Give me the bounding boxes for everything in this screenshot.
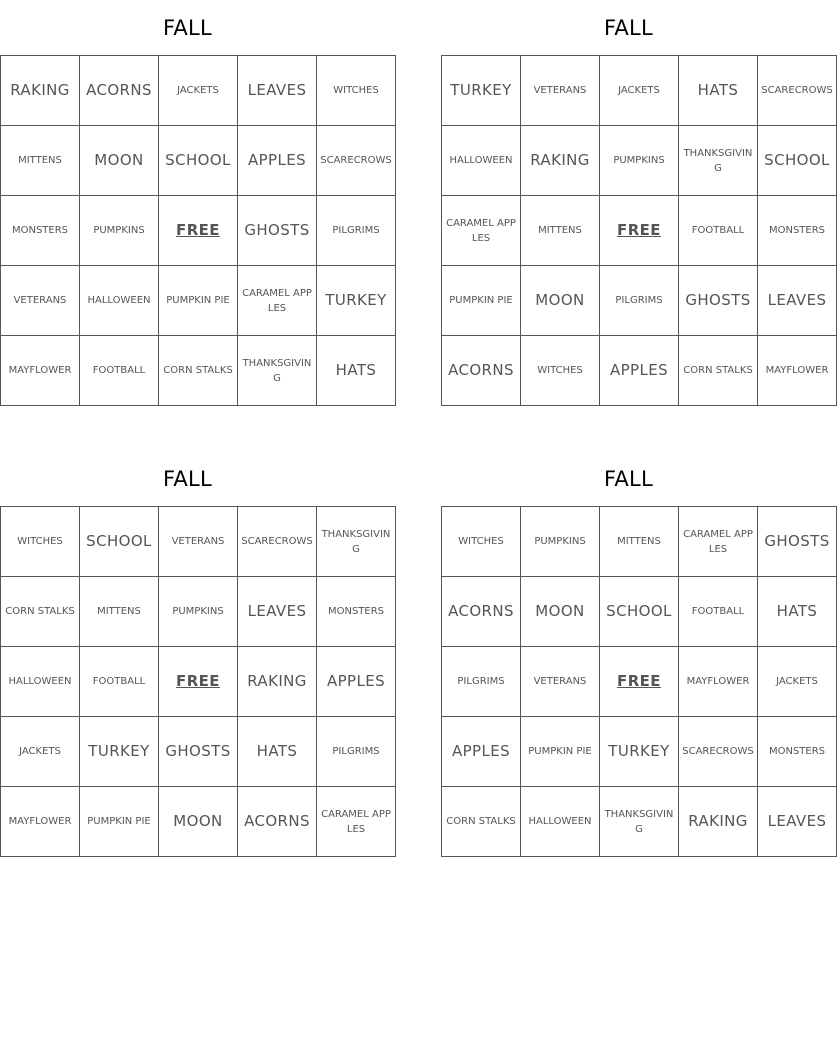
bingo-cell: SCHOOL (600, 577, 679, 647)
free-space-cell: FREE (159, 647, 238, 717)
grid-row (442, 647, 837, 717)
bingo-cell: LEAVES (758, 787, 837, 857)
bingo-cell: SCHOOL (159, 126, 238, 196)
bingo-cell: MITTENS (600, 507, 679, 577)
bingo-cell: JACKETS (1, 717, 80, 787)
grid-row (1, 336, 396, 406)
bingo-cell: MITTENS (521, 196, 600, 266)
bingo-cell: GHOSTS (159, 717, 238, 787)
bingo-cell: HATS (317, 336, 396, 406)
card-title: FALL (603, 467, 654, 491)
bingo-cell: PUMPKIN PIE (159, 266, 238, 336)
bingo-card-1 (0, 0, 392, 406)
grid-row (442, 196, 837, 266)
bingo-cell: TURKEY (317, 266, 396, 336)
bingo-cell: VETERANS (1, 266, 80, 336)
bingo-cell: RAKING (521, 126, 600, 196)
free-space-cell: FREE (600, 647, 679, 717)
bingo-cell: CARAMEL APPLES (442, 196, 521, 266)
bingo-cell: ACORNS (442, 336, 521, 406)
grid-row (1, 717, 396, 787)
bingo-grid (441, 506, 837, 857)
grid-row (442, 507, 837, 577)
bingo-card-3 (0, 451, 391, 857)
bingo-cell: ACORNS (442, 577, 521, 647)
bingo-cell: SCARECROWS (758, 56, 837, 126)
grid-row (1, 196, 396, 266)
bingo-grid (0, 506, 396, 857)
bingo-cell: FOOTBALL (80, 647, 159, 717)
bingo-cell: PUMPKINS (159, 577, 238, 647)
bingo-cell: WITCHES (317, 56, 396, 126)
bingo-card-4 (441, 451, 830, 857)
bingo-cell: LEAVES (758, 266, 837, 336)
bingo-cell: GHOSTS (679, 266, 758, 336)
bingo-cell: MAYFLOWER (758, 336, 837, 406)
bingo-cell: HATS (758, 577, 837, 647)
bingo-cell: WITCHES (521, 336, 600, 406)
bingo-cell: SCARECROWS (317, 126, 396, 196)
grid-row (442, 787, 837, 857)
bingo-cell: PILGRIMS (317, 717, 396, 787)
bingo-cell: SCHOOL (80, 507, 159, 577)
card-title: FALL (162, 467, 213, 491)
bingo-cell: CORN STALKS (159, 336, 238, 406)
bingo-cell: WITCHES (442, 507, 521, 577)
bingo-cell: HATS (238, 717, 317, 787)
bingo-cell: FOOTBALL (679, 577, 758, 647)
grid-row (1, 647, 396, 717)
bingo-cell: PILGRIMS (600, 266, 679, 336)
grid-row (442, 717, 837, 787)
bingo-cell: VETERANS (159, 507, 238, 577)
grid-row (1, 787, 396, 857)
bingo-cell: HALLOWEEN (80, 266, 159, 336)
bingo-cell: MONSTERS (1, 196, 80, 266)
bingo-cell: CORN STALKS (442, 787, 521, 857)
bingo-cell: ACORNS (80, 56, 159, 126)
bingo-cell: MONSTERS (758, 717, 837, 787)
bingo-cell: JACKETS (159, 56, 238, 126)
bingo-cell: MAYFLOWER (679, 647, 758, 717)
bingo-cell: RAKING (238, 647, 317, 717)
bingo-cell: APPLES (238, 126, 317, 196)
bingo-cell: GHOSTS (238, 196, 317, 266)
bingo-cell: TURKEY (80, 717, 159, 787)
bingo-cell: PUMPKIN PIE (521, 717, 600, 787)
free-space-cell: FREE (600, 196, 679, 266)
bingo-cell: MAYFLOWER (1, 336, 80, 406)
bingo-cell: TURKEY (600, 717, 679, 787)
bingo-cell: HATS (679, 56, 758, 126)
grid-row (442, 336, 837, 406)
bingo-cell: MOON (521, 266, 600, 336)
bingo-cell: THANKSGIVING (679, 126, 758, 196)
bingo-cell: ACORNS (238, 787, 317, 857)
bingo-cell: MAYFLOWER (1, 787, 80, 857)
bingo-cell: HALLOWEEN (1, 647, 80, 717)
bingo-cell: FOOTBALL (679, 196, 758, 266)
bingo-cell: PUMPKIN PIE (80, 787, 159, 857)
bingo-cell: HALLOWEEN (442, 126, 521, 196)
grid-row (1, 126, 396, 196)
bingo-cell: MONSTERS (317, 577, 396, 647)
bingo-cell: TURKEY (442, 56, 521, 126)
bingo-cell: CARAMEL APPLES (317, 787, 396, 857)
bingo-cell: SCARECROWS (679, 717, 758, 787)
bingo-grid (0, 55, 396, 406)
bingo-cell: SCARECROWS (238, 507, 317, 577)
bingo-cell: PUMPKIN PIE (442, 266, 521, 336)
bingo-cell: PILGRIMS (442, 647, 521, 717)
bingo-cell: RAKING (679, 787, 758, 857)
bingo-cell: THANKSGIVING (238, 336, 317, 406)
grid-row (442, 126, 837, 196)
bingo-cell: VETERANS (521, 56, 600, 126)
grid-row (1, 266, 396, 336)
bingo-cell: PILGRIMS (317, 196, 396, 266)
card-title: FALL (603, 16, 654, 40)
bingo-cell: MITTENS (80, 577, 159, 647)
bingo-cell: LEAVES (238, 56, 317, 126)
bingo-grid (441, 55, 837, 406)
bingo-cell: JACKETS (758, 647, 837, 717)
bingo-cell: PUMPKINS (600, 126, 679, 196)
bingo-cell: SCHOOL (758, 126, 837, 196)
bingo-cell: MOON (159, 787, 238, 857)
bingo-cell: MONSTERS (758, 196, 837, 266)
bingo-cell: RAKING (1, 56, 80, 126)
bingo-cell: FOOTBALL (80, 336, 159, 406)
bingo-cell: CARAMEL APPLES (679, 507, 758, 577)
bingo-cell: WITCHES (1, 507, 80, 577)
grid-row (442, 56, 837, 126)
bingo-cell: LEAVES (238, 577, 317, 647)
bingo-cell: CORN STALKS (1, 577, 80, 647)
bingo-cell: HALLOWEEN (521, 787, 600, 857)
grid-row (442, 577, 837, 647)
bingo-cell: VETERANS (521, 647, 600, 717)
bingo-cell: MOON (80, 126, 159, 196)
bingo-cell: PUMPKINS (80, 196, 159, 266)
bingo-cell: MITTENS (1, 126, 80, 196)
bingo-cell: APPLES (600, 336, 679, 406)
grid-row (1, 577, 396, 647)
bingo-cell: CARAMEL APPLES (238, 266, 317, 336)
bingo-cell: JACKETS (600, 56, 679, 126)
grid-row (1, 507, 396, 577)
free-space-cell: FREE (159, 196, 238, 266)
bingo-cell: THANKSGIVING (600, 787, 679, 857)
bingo-card-2 (441, 0, 833, 406)
bingo-cell: THANKSGIVING (317, 507, 396, 577)
bingo-cell: GHOSTS (758, 507, 837, 577)
bingo-cell: MOON (521, 577, 600, 647)
bingo-cell: CORN STALKS (679, 336, 758, 406)
grid-row (442, 266, 837, 336)
card-title: FALL (162, 16, 213, 40)
bingo-cell: PUMPKINS (521, 507, 600, 577)
grid-row (1, 56, 396, 126)
bingo-cell: APPLES (442, 717, 521, 787)
bingo-cell: APPLES (317, 647, 396, 717)
